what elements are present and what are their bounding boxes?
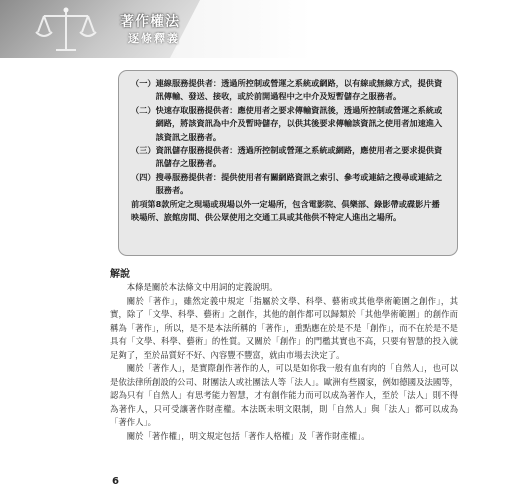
scales-of-justice-icon [30,4,102,56]
commentary-paragraph-1: 本條是關於本法條文中用詞的定義說明。 [126,282,278,292]
definition-item-4 [131,171,443,198]
commentary-paragraph-4: 關於「著作權」，明文規定包括「著作人格權」及「著作財產權」。 [126,430,370,441]
section-heading: 解說 [110,269,130,280]
definition-item-text: 快速存取服務提供者：應使用者之要求傳輸資訊後，透過所控制或營運之系統或網路，將該資訊為中介及暫時儲存，以供其後要求傳輸該資訊之使用者加速進入該資訊之服務者。 [155,104,443,142]
definition-item-text: 連線服務提供者：透過所控制或營運之系統或網路，以有線或無線方式，提供資訊傳輸、發送、接收，或於前開過程中之中介及短暫儲存之服務者。 [155,78,443,102]
commentary-paragraph-3: 關於「著作人」，是實際創作著作的人，可以是如你我一般有血有肉的「自然人」，也可以是依法律所創設的公司、財團法人或社團法人等「法人」。歐洲有些國家，例如德國及法國等，認為只有「自然人」有思考能力智慧，才有創作能力而可以成為著作人，至於「法人」則不得為著作人，只可受讓著作財產權。本法既未明文限制，則「自然人」與「法人」都可以成為「著作人」。 [110,363,458,427]
definition-tail-paragraph: 前項第8款所定之現場或現場以外一定場所，包含電影院、俱樂部、錄影帶或碟影片播映場所、旅館房間、供公眾使用之交通工具或其他供不特定人進出之場所。 [131,198,440,223]
definition-item-1 [131,77,443,104]
definition-item-number: （二） [131,104,156,115]
definition-box [118,70,458,256]
book-title: 著作權法 [120,14,180,30]
definition-item-number: （四） [131,171,156,182]
definition-item-2 [131,104,443,144]
definition-item-number: （三） [131,145,156,156]
commentary-paragraph-2: 關於「著作」，雖然定義中規定「指屬於文學、科學、藝術或其他學術範圍之創作」，其實，除了「文學、科學、藝術」之創作，其他的創作都可以歸類於「其他學術範圍」的創作而稱為「著作」，所以，是不是本法所稱的「著作」，重點應在於是不是「創作」，而不在於是不是具有「文學、科學、藝術」的性質。又關於「創作」的門檻其實也不高，只要有智慧的投入就足夠了，至於品質好不好、內容豐不豐富，就由市場去決定了。 [110,295,458,360]
definition-item-number: （一） [131,78,156,88]
book-subtitle: 逐條釋義 [128,32,180,45]
definition-item-text: 資訊儲存服務提供者：透過所控制或營運之系統或網路，應使用者之要求提供資訊儲存之服務者。 [155,145,443,169]
definition-item-text: 搜尋服務提供者：提供使用者有關網路資訊之索引、參考或連結之搜尋或連結之服務者。 [155,171,443,196]
definition-item-3 [131,144,443,171]
page-number: 6 [112,476,119,487]
commentary-body [110,281,458,443]
